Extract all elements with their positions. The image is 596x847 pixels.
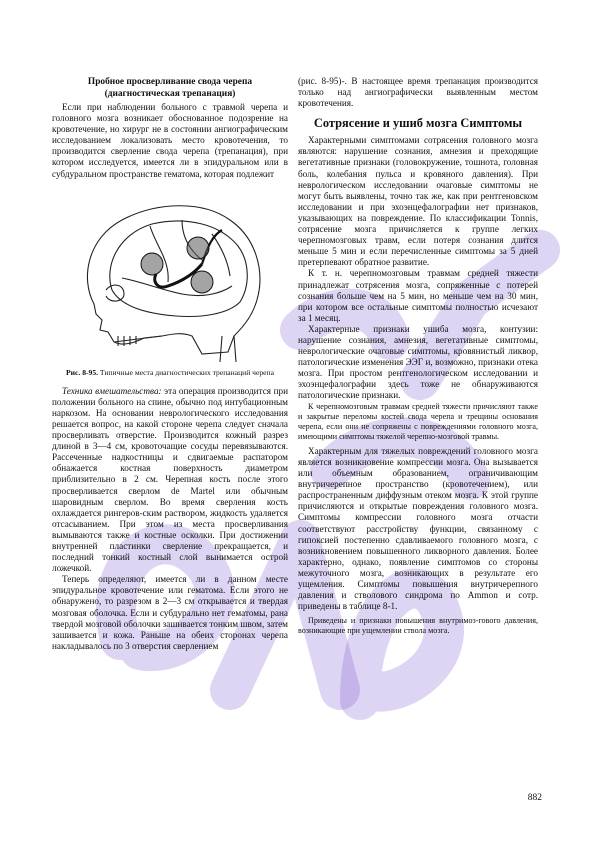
section-heading: Сотрясение и ушиб мозга Симптомы xyxy=(313,116,523,131)
section-heading: Пробное просверливание свода черепа (диагностическая трепанация) xyxy=(87,77,253,99)
figure-caption-label: Рис. 8-95. xyxy=(66,367,99,377)
figure-caption xyxy=(64,368,276,378)
figure-caption-text: Типичные места диагностических трепанаций черепа xyxy=(99,367,274,377)
paragraph: Характерными симптомами сотрясения головного мозга являются: нарушение сознания, амнезия и преходящие вегетативные признаки (головокружение, тошнота, головная боль, колебания пульса и кровяного давления). При неврологическом исследовании очаговые симптомы не могут быть выявлены, точно так же, как при рентгеновском исследовании и при эхоэнцефалографии нет признаков, указывающих на повреждение. По классификации Tonnis, сотрясение мозга причисляется к группе легких черепномозговых травм, если потеря сознания длится меньше 5 мин и если перечисленные симптомы за 5 дней претерпевают обратное развитие. xyxy=(298,135,538,268)
paragraph: Теперь определяют, имеется ли в данном месте эпидуральное кровотечение или гематома. Если этого не обнаружено, то разрезом в 2—3 см открывается и твердая мозговая оболочка. Если и субдурально нет гематомы, рана твердой мозговой оболочки зашивается тонким швом, затем зашивается и кожа. Раньше на обеих сторонах черепа накладывалось по 3 отверстия сверлением xyxy=(52,574,288,651)
skull-illustration xyxy=(52,186,288,364)
right-column xyxy=(298,76,538,637)
small-paragraph: К черепномозговым травмам средней тяжести причисляют также и закрытые переломы костей свода черепа и трещины основания черепа, если они не сопряжены с повреждениями головного мозга, имеющими симптомы тяжелой черепно-мозговой травмы. xyxy=(298,401,538,441)
technique-text: эта операция производится при положении больного на спине, обычно под интубационным наркозом. На основании неврологического исследования решается вопрос, на какой стороне черепа следует сначала просверливать отверстие. Производится кожный разрез длиной в 3—4 см, кровоточащие сосуды перевязываются. Рассеченные надкостницы и сдвигаемые распатором обнажается костная поверхность диаметром приблизительно в 2 см. Черепная кость после этого просверливается сверлом de Martel или обычным шаровидным сверлом. Во время сверления кость охлаждается рингеров-ским раствором, жидкость удаляется отсасыванием. При этом из места просверливания вымываются также и костные осколки. При достижении внутренней пластинки сверление прекращается, и последний тонкий костный слой вынимается острой ложечкой. xyxy=(52,385,289,574)
technique-paragraph xyxy=(52,386,288,575)
skull-figure xyxy=(52,186,288,364)
page-number: 882 xyxy=(527,793,542,803)
paragraph: Характерным для тяжелых повреждений головного мозга является возникновение компрессии мозга. Она вызывается или объемным образованием, ограничивающим внутричерепное пространство (кровотечением), или распространенным диффузным отеком мозга. К этой группе причисляются и открытые повреждения головного мозга. Симптомы компрессии головного мозга отчасти соответствуют расстройству функции, связанному с гипоксией постепенно сдавливаемого головного мозга, с возникновением повышенного ликворного давления. Более характерно, однако, появление симптомов со стороны межуточного мозга, возникающих в результате его ущемления. Симптомы повышения внутричерепного давления и стволового синдрома по Ammon и сотр. приведены в таблице 8-1. xyxy=(298,445,538,612)
paragraph: Характерные признаки ушиба мозга, контузии: нарушение сознания, амнезия, вегетативные симптомы, неврологические очаговые симптомы, кровянистый ликвор, патологические изменения ЭЭГ и, возможно, признаки отека мозга. При простом рентгенологическом исследовании и эхоэнцефалографии здесь тоже не обнаруживаются патологические признаки. xyxy=(298,323,538,401)
paragraph: Если при наблюдении больного с травмой черепа и головного мозга возникает обоснованное подозрение на кровотечение, но хирург не в состоянии ангиографическим исследованием локализовать место кровотечения, то производится сверление свода черепа (трепанация), при котором исследуется, имеется ли в эпидуральном или в субдуральном пространстве гематома, которая подлежит xyxy=(52,102,288,179)
left-column xyxy=(52,76,288,652)
continuation-paragraph: (рис. 8-95)-. В настоящее время трепанация производится только над ангиографически выявленным местом кровотечения. xyxy=(298,76,538,109)
technique-label: Техника вмешательства: xyxy=(62,385,162,396)
small-paragraph: Приведены и признаки повышения внутримоз-гового давления, возникающие при ущемлении ствола мозга. xyxy=(298,616,538,636)
paragraph: К т. н. черепномозговым травмам средней тяжести принадлежат сотрясения мозга, сопряженные с потерей сознания больше чем на 5 мин, но меньше чем на 30 мин, при котором все остальные симптомы полностью исчезают за 1 месяц. xyxy=(298,268,538,323)
